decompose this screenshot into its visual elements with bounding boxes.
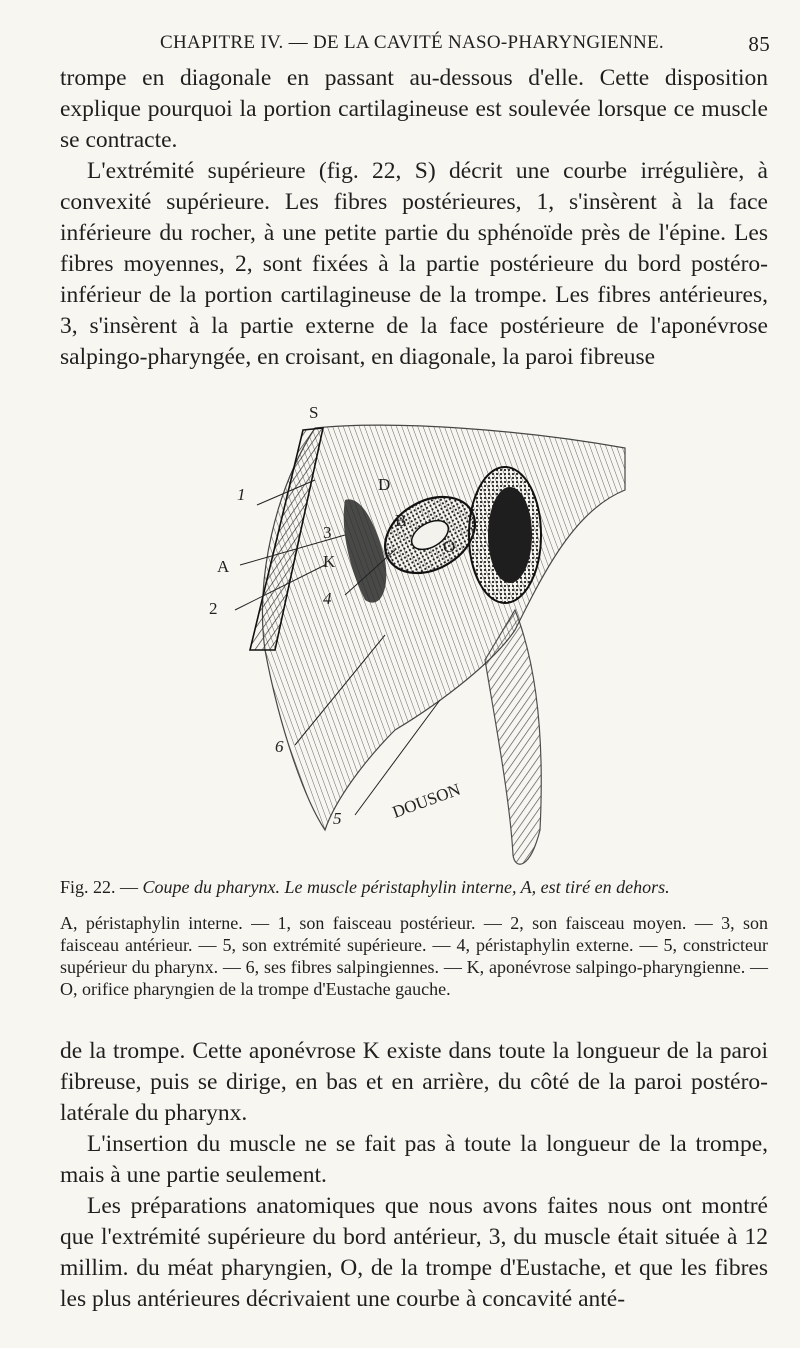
figure-caption [60, 876, 768, 1000]
body-text-top [60, 63, 768, 373]
figure-label-4: 4 [323, 589, 332, 608]
running-header [60, 26, 770, 56]
paragraph: Les préparations anatomiques que nous avons faites nous ont montré que l'extrémité supérieure du bord antérieur, 3, du muscle était située à 12 millim. du méat pharyngien, O, de la trompe d'Eustache, et que les fibres les plus antérieures décrivaient une courbe à concavité anté- [60, 1193, 768, 1312]
pharynx-section-figure [195, 400, 755, 870]
engraver-signature: DOUSON [389, 779, 463, 822]
caption-prefix: Fig. 22. — [60, 877, 139, 897]
paragraph: trompe en diagonale en passant au-dessous d'elle. Cette disposition explique pourquoi la portion cartilagineuse est soulevée lorsque ce muscle se contracte. [60, 65, 768, 153]
figure-label-b: B [395, 511, 407, 530]
pharynx-muscle-mass [262, 425, 625, 830]
figure-label-3: 3 [323, 523, 332, 542]
caption-legend: A, péristaphylin interne. — 1, son faisceau postérieur. — 2, son faisceau moyen. — 3, son faisceau antérieur. — 5, son extrémité supérieure. — 4, péristaphylin externe. — 5, constricteur supérieur du pharynx. — 6, ses fibres salpingiennes. — K, aponévrose salpingo-pharyngienne. — O, orifice pharyngien de la trompe d'Eustache gauche. [60, 913, 768, 999]
figure-label-o: O [443, 537, 456, 556]
paragraph: de la trompe. Cette aponévrose K existe dans toute la longueur de la paroi fibreuse, puis se dirige, en bas et en arrière, du côté de la paroi postéro-latérale du pharynx. [60, 1038, 768, 1126]
figure-label-s: S [309, 403, 319, 422]
torus-inner [488, 487, 532, 583]
figure-label-a: A [217, 557, 230, 576]
figure-label-k: K [323, 552, 336, 571]
pharynx-posterior-wall [485, 610, 541, 864]
page-number: 85 [748, 32, 770, 56]
body-text-bottom [60, 1036, 768, 1315]
figure-label-1: 1 [237, 485, 246, 504]
figure-label-6: 6 [275, 737, 284, 756]
chapter-title: CHAPITRE IV. — DE LA CAVITÉ NASO-PHARYNGIENNE. [160, 32, 664, 53]
figure-label-5: 5 [333, 809, 342, 828]
caption-title-text: Coupe du pharynx. Le muscle péristaphylin interne, A, est tiré en dehors. [142, 877, 670, 897]
figure-label-2: 2 [209, 599, 218, 618]
paragraph: L'insertion du muscle ne se fait pas à toute la longueur de la trompe, mais à une partie seulement. [60, 1131, 768, 1188]
paragraph: L'extrémité supérieure (fig. 22, S) décrit une courbe irrégulière, à convexité supérieure. Les fibres postérieures, 1, s'insèrent à la face inférieure du rocher, à une petite partie du sphénoïde près de l'épine. Les fibres moyennes, 2, sont fixées à la partie postérieure du bord postéro-inférieur de la portion cartilagineuse de la trompe. Les fibres antérieures, 3, s'insèrent à la partie externe de la face postérieure de l'aponévrose salpingo-pharyngée, en croisant, en diagonale, la paroi fibreuse [60, 158, 768, 370]
figure-label-d: D [378, 475, 391, 494]
caption-title [60, 876, 768, 898]
